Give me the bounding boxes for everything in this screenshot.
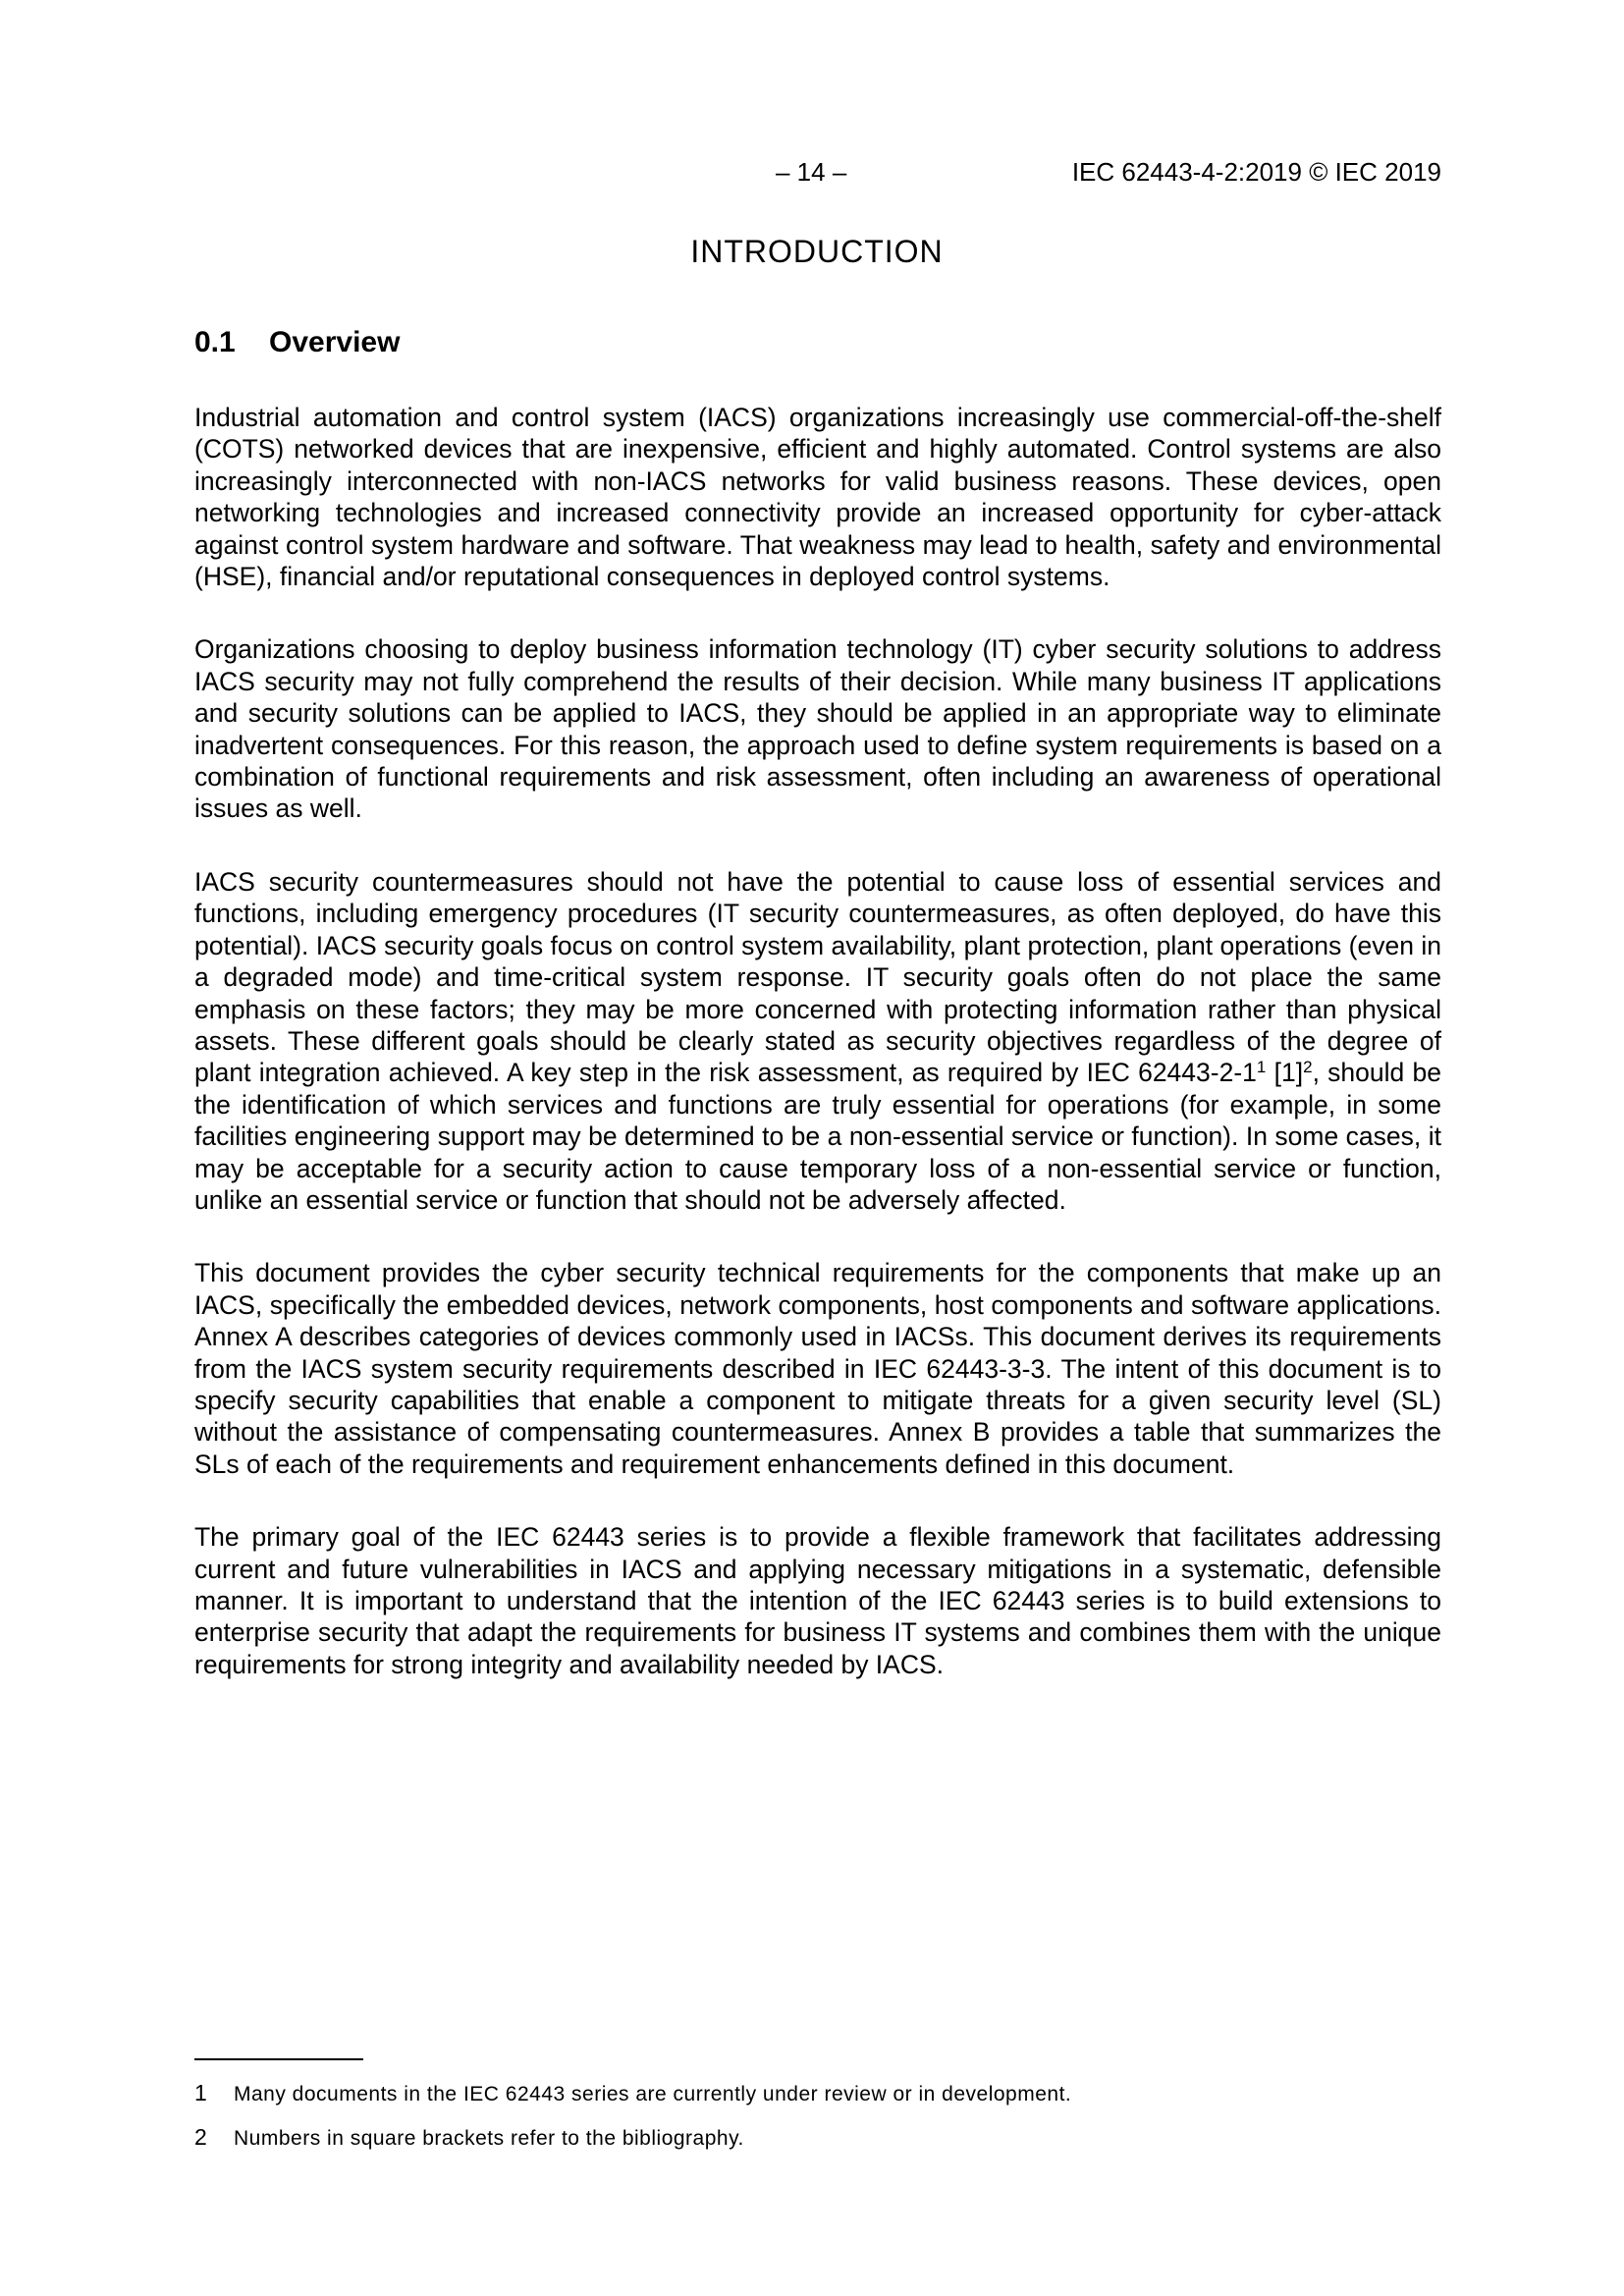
footnote-reference[interactable]: 2 <box>1303 1058 1313 1077</box>
paragraph: The primary goal of the IEC 62443 series is to provide a flexible framework that facilitates addressing current and future vulnerabilities in IACS and applying necessary mitigations in a systematic, defensible manner. It is important to understand that the intention of the IEC 62443 series is to build extensions to enterprise security that adapt the requirements for business IT systems and combines them with the unique requirements for strong integrity and availability needed by IACS. <box>194 1522 1441 1679</box>
paragraph: This document provides the cyber security technical requirements for the components that make up an IACS, specifically the embedded devices, network components, host components and software applications. Annex A describes categories of devices commonly used in IACSs. This document derives its requirements from the IACS system security requirements described in IEC 62443‑3‑3. The intent of this document is to specify security capabilities that enable a component to mitigate threats for a given security level (SL) without the assistance of compensating countermeasures. Annex B provides a table that summarizes the SLs of each of the requirements and requirement enhancements defined in this document. <box>194 1258 1441 1479</box>
section-heading <box>194 326 400 359</box>
paragraph: Organizations choosing to deploy business information technology (IT) cyber security solutions to address IACS security may not fully comprehend the results of their decision. While many business IT applications and security solutions can be applied to IACS, they should be applied in an appropriate way to eliminate inadvertent consequences. For this reason, the approach used to define system requirements is based on a combination of functional requirements and risk assessment, often including an awareness of operational issues as well. <box>194 634 1441 824</box>
footnote-divider <box>194 2058 363 2060</box>
paragraph-text: IACS security countermeasures should not have the potential to cause loss of essential services and functions, including emergency procedures (IT security countermeasures, as often deployed, do have this potential). IACS security goals focus on control system availability, plant protection, plant operations (even in a degraded mode) and time-critical system response. IT security goals often do not place the same emphasis on these factors; they may be more concerned with protecting information rather than physical assets. These different goals should be clearly stated as security objectives regardless of the degree of plant integration achieved. A key step in the risk assessment, as required by IEC 62443‑2‑1 <box>194 866 1441 1088</box>
paragraph-text: [1] <box>1266 1058 1304 1088</box>
page-header <box>0 157 1624 192</box>
footnote-reference[interactable]: 1 <box>1256 1058 1267 1077</box>
paragraph-text: , should be the identification of which services and functions are truly essential for operations (for example, in some facilities engineering support may be determined to be a non-essential service or function). In some cases, it may be acceptable for a security action to cause temporary loss of a non-essential service or function, unlike an essential service or function that should not be adversely affected. <box>194 1058 1441 1215</box>
footnote <box>194 2080 1441 2106</box>
paragraph: Industrial automation and control system (IACS) organizations increasingly use commercial-off-the-shelf (COTS) networked devices that are inexpensive, efficient and highly automated. Control systems are also increasingly interconnected with non-IACS networks for valid business reasons. These devices, open networking technologies and increased connectivity provide an increased opportunity for cyber-attack against control system hardware and software. That weakness may lead to health, safety and environmental (HSE), financial and/or reputational consequences in deployed control systems. <box>194 403 1441 592</box>
paragraph <box>194 866 1441 1216</box>
standard-reference: IEC 62443-4-2:2019 © IEC 2019 <box>1071 157 1441 187</box>
body-text <box>194 402 1441 1722</box>
footnote-number: 2 <box>194 2124 207 2150</box>
page-title: INTRODUCTION <box>690 234 944 269</box>
footnote-number: 1 <box>194 2080 207 2105</box>
footnote <box>194 2124 1441 2151</box>
footnote-text: Numbers in square brackets refer to the bibliography. <box>234 2127 744 2150</box>
footnote-text: Many documents in the IEC 62443 series are currently under review or in development. <box>234 2083 1072 2105</box>
section-number: 0.1 <box>194 326 236 358</box>
section-title: Overview <box>269 326 401 358</box>
page-number: – 14 – <box>776 157 847 187</box>
